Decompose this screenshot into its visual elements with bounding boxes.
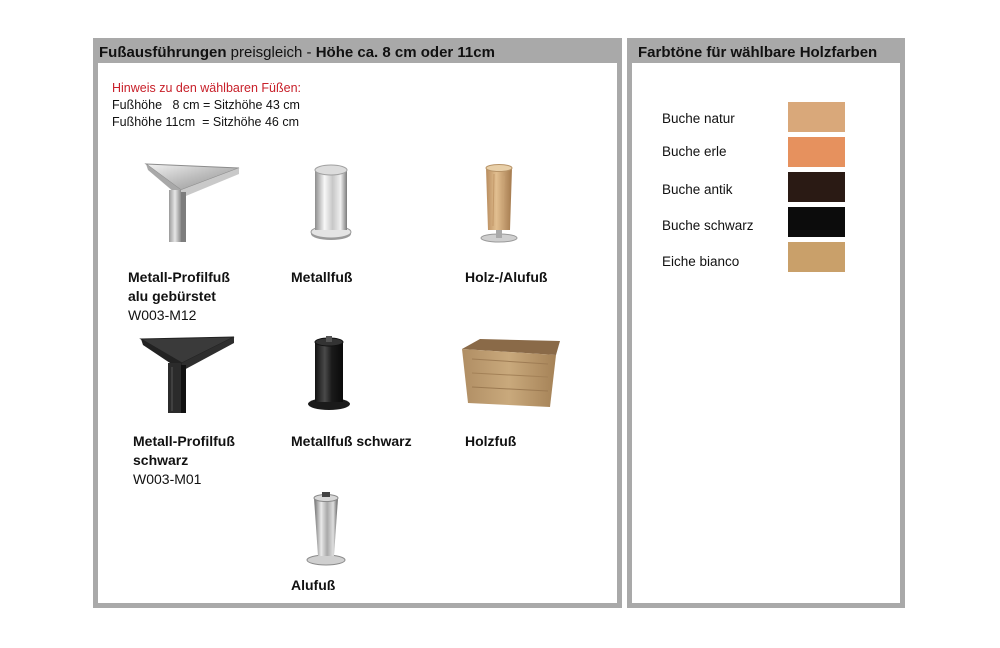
foot-name: Alufuß xyxy=(291,577,336,593)
feet-header-note: preisgleich - xyxy=(226,44,316,61)
feet-panel-header xyxy=(98,42,617,63)
foot-label-4 xyxy=(133,432,235,489)
feet-header-height: Höhe ca. 8 cm oder 11cm xyxy=(315,44,495,61)
foot-name: Holz-/Alufuß xyxy=(465,269,548,285)
hint-title: Hinweis zu den wählbaren Füßen: xyxy=(112,81,301,95)
hint-block xyxy=(112,80,301,131)
swatch-label-buche-schwarz: Buche schwarz xyxy=(662,218,754,233)
foot-name: Metall-Profilfuß xyxy=(128,269,230,285)
swatch-buche-natur xyxy=(788,102,845,132)
alu-foot-tapered-image xyxy=(305,490,347,568)
hint-line-11cm: Fußhöhe 11cm = Sitzhöhe 46 cm xyxy=(112,115,300,129)
metal-profile-foot-silver-image xyxy=(143,160,243,245)
foot-code: W003-M12 xyxy=(128,307,197,323)
wood-block-foot-image xyxy=(460,337,562,409)
swatch-buche-antik xyxy=(788,172,845,202)
swatch-label-eiche-bianco: Eiche bianco xyxy=(662,254,740,269)
metal-foot-black-image xyxy=(306,334,352,412)
swatch-buche-schwarz xyxy=(788,207,845,237)
swatch-eiche-bianco xyxy=(788,242,845,272)
foot-name: Metall-Profilfuß xyxy=(133,433,235,449)
wood-alu-foot-image xyxy=(476,162,522,244)
foot-name: Metallfuß schwarz xyxy=(291,433,412,449)
metal-foot-chrome-image xyxy=(309,160,353,242)
foot-name: Holzfuß xyxy=(465,433,517,449)
colors-panel-header: Farbtöne für wählbare Holzfarben xyxy=(632,42,900,63)
foot-label-5 xyxy=(291,432,412,451)
swatch-buche-erle xyxy=(788,137,845,167)
foot-label-1 xyxy=(128,268,230,325)
foot-label-6 xyxy=(465,432,516,451)
swatch-label-buche-natur: Buche natur xyxy=(662,111,735,126)
foot-name-2: alu gebürstet xyxy=(128,288,216,304)
foot-label-7 xyxy=(291,576,335,595)
foot-name: Metallfuß xyxy=(291,269,353,285)
foot-label-3 xyxy=(465,268,547,287)
foot-name-2: schwarz xyxy=(133,452,189,468)
feet-header-title: Fußausführungen xyxy=(99,44,227,61)
swatch-label-buche-erle: Buche erle xyxy=(662,144,727,159)
foot-label-2 xyxy=(291,268,352,287)
metal-profile-foot-black-image xyxy=(138,333,238,415)
hint-line-8cm: Fußhöhe 8 cm = Sitzhöhe 43 cm xyxy=(112,98,300,112)
foot-code: W003-M01 xyxy=(133,471,202,487)
swatch-label-buche-antik: Buche antik xyxy=(662,182,733,197)
